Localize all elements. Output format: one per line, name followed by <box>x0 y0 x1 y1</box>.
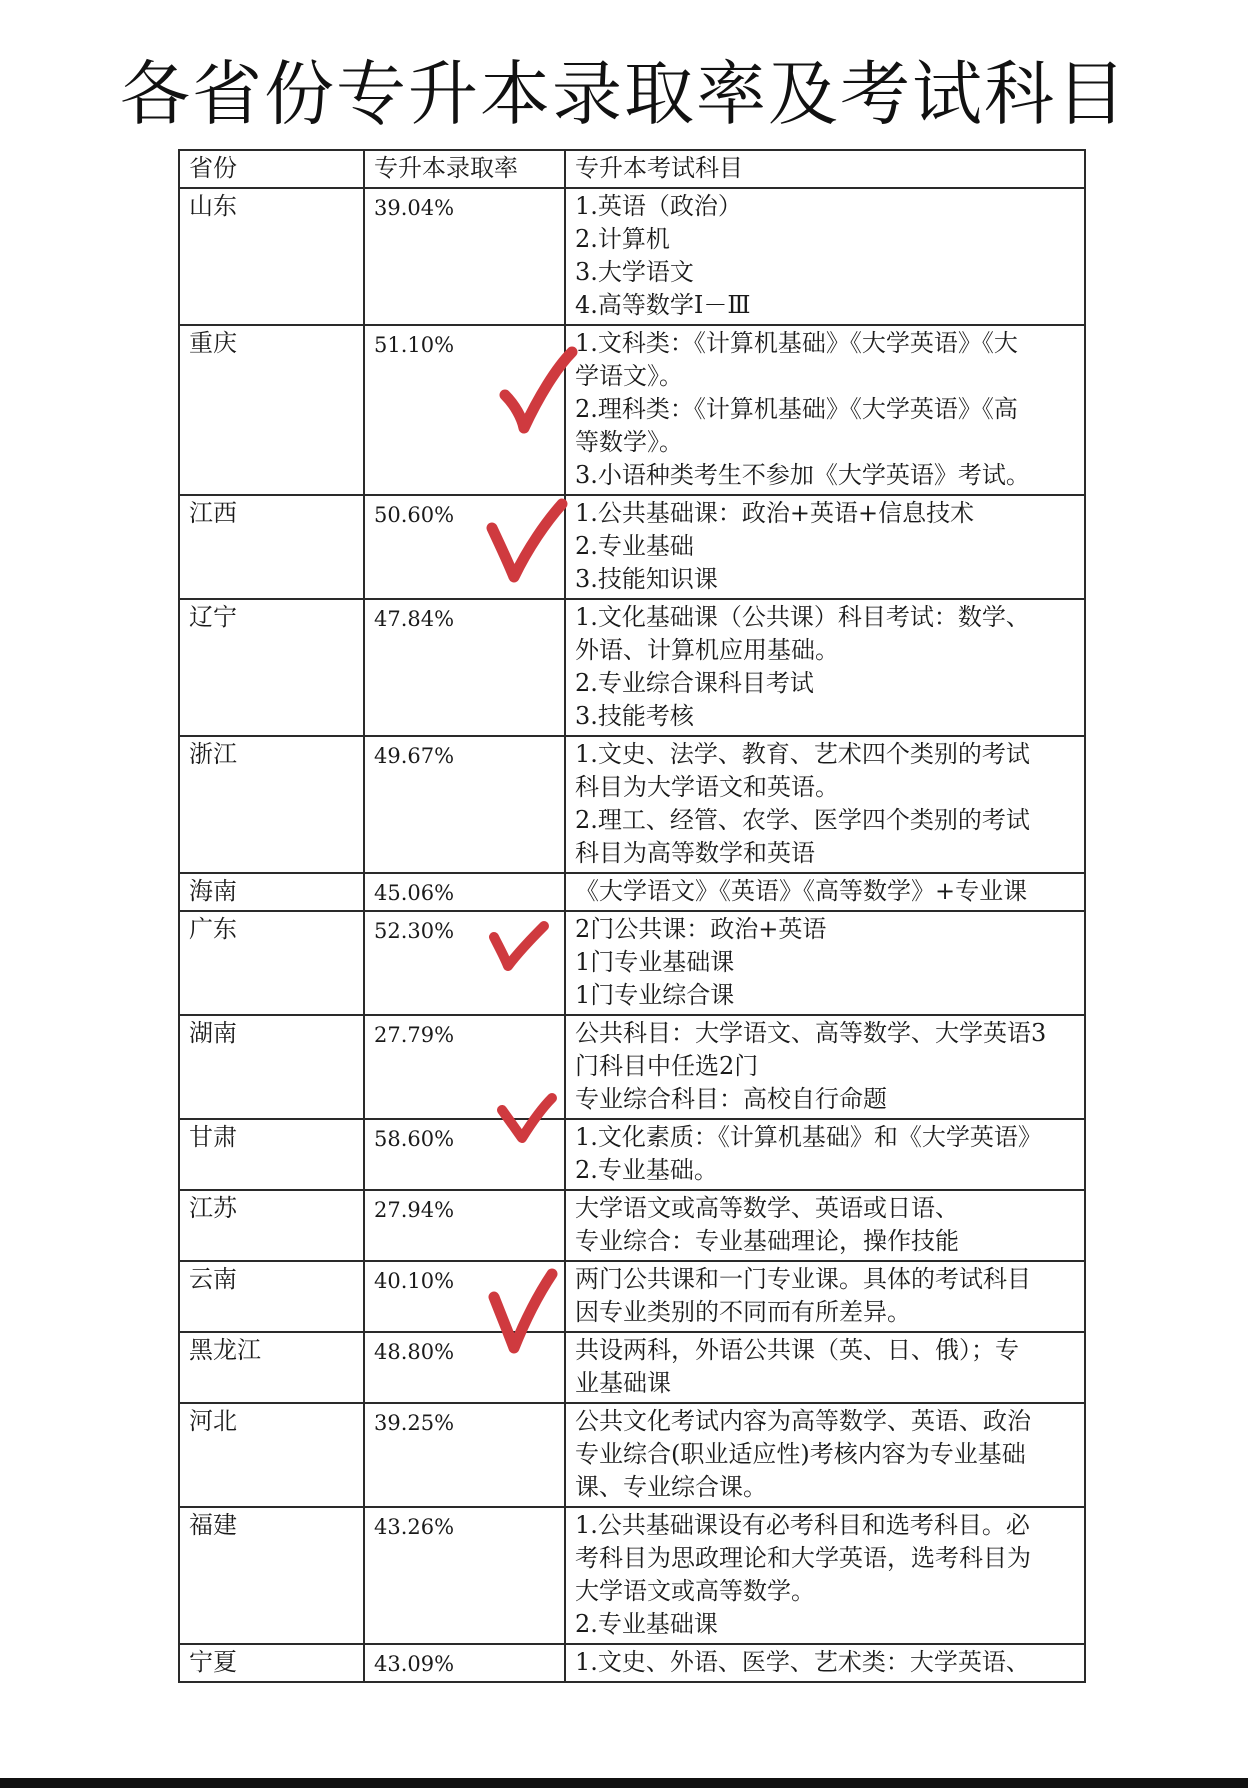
subject-line: 专业综合科目：高校自行命题 <box>575 1085 887 1113</box>
subject-line: 4.高等数学Ⅰ－Ⅲ <box>575 291 751 319</box>
subject-line: 2.理工、经管、农学、医学四个类别的考试 <box>575 806 1030 834</box>
subject-line: 1.公共基础课设有必考科目和选考科目。必 <box>575 1511 1030 1539</box>
province-cell: 浙江 <box>179 736 364 873</box>
subject-line: 1.文科类：《计算机基础》《大学英语》《大 <box>575 329 1018 357</box>
subject-line: 1.公共基础课：政治+英语+信息技术 <box>575 499 975 527</box>
table-header-row <box>179 150 1085 188</box>
header-rate: 专升本录取率 <box>364 150 565 188</box>
table-row <box>179 736 1085 873</box>
table-row <box>179 1119 1085 1190</box>
table-row <box>179 1015 1085 1119</box>
subject-line: 2.专业基础 <box>575 532 694 560</box>
subject-line: 1.文化基础课（公共课）科目考试：数学、 <box>575 603 1030 631</box>
table-body <box>179 188 1085 1682</box>
table-row <box>179 1190 1085 1261</box>
subjects-cell <box>565 1507 1085 1644</box>
subject-line: 2.专业基础。 <box>575 1156 718 1184</box>
table-row <box>179 325 1085 495</box>
subject-line: 外语、计算机应用基础。 <box>575 636 839 664</box>
rate-cell: 39.25% <box>364 1403 565 1507</box>
province-cell: 江西 <box>179 495 364 599</box>
province-cell: 海南 <box>179 873 364 911</box>
subjects-cell <box>565 1190 1085 1261</box>
subject-line: 专业综合：专业基础理论，操作技能 <box>575 1227 959 1255</box>
province-cell: 福建 <box>179 1507 364 1644</box>
rate-cell: 39.04% <box>364 188 565 325</box>
subject-line: 科目为大学语文和英语。 <box>575 773 839 801</box>
rate-cell: 40.10% <box>364 1261 565 1332</box>
subject-line: 考科目为思政理论和大学英语，选考科目为 <box>575 1544 1031 1572</box>
subject-line: 2.计算机 <box>575 225 670 253</box>
table-row <box>179 1403 1085 1507</box>
subjects-cell <box>565 325 1085 495</box>
subjects-cell <box>565 188 1085 325</box>
subject-line: 门科目中任选2门 <box>575 1052 759 1080</box>
subjects-cell <box>565 1015 1085 1119</box>
subject-line: 1.英语（政治） <box>575 192 742 220</box>
subject-line: 1.文史、外语、医学、艺术类：大学英语、 <box>575 1648 1030 1676</box>
table-row <box>179 599 1085 736</box>
subject-line: 3.技能知识课 <box>575 565 718 593</box>
province-cell: 甘肃 <box>179 1119 364 1190</box>
province-cell: 河北 <box>179 1403 364 1507</box>
rate-cell: 27.94% <box>364 1190 565 1261</box>
subject-line: 2门公共课：政治+英语 <box>575 915 827 943</box>
province-cell: 云南 <box>179 1261 364 1332</box>
subject-line: 大学语文或高等数学、英语或日语、 <box>575 1194 959 1222</box>
subjects-cell <box>565 1332 1085 1403</box>
province-cell: 山东 <box>179 188 364 325</box>
rate-cell: 45.06% <box>364 873 565 911</box>
rate-cell: 48.80% <box>364 1332 565 1403</box>
subject-line: 课、专业综合课。 <box>575 1473 767 1501</box>
subject-line: 2.专业基础课 <box>575 1610 718 1638</box>
province-cell: 广东 <box>179 911 364 1015</box>
province-cell: 湖南 <box>179 1015 364 1119</box>
subjects-cell <box>565 1119 1085 1190</box>
province-cell: 宁夏 <box>179 1644 364 1682</box>
subjects-cell <box>565 495 1085 599</box>
subjects-cell <box>565 736 1085 873</box>
subjects-cell <box>565 911 1085 1015</box>
table-row <box>179 911 1085 1015</box>
rate-cell: 52.30% <box>364 911 565 1015</box>
subject-line: 1.文化素质：《计算机基础》和《大学英语》 <box>575 1123 1042 1151</box>
subject-line: 1门专业综合课 <box>575 981 735 1009</box>
subject-line: 学语文》。 <box>575 362 683 390</box>
rate-cell: 51.10% <box>364 325 565 495</box>
subject-line: 专业综合(职业适应性)考核内容为专业基础 <box>575 1440 1026 1468</box>
admission-table <box>178 149 1086 1683</box>
table-row <box>179 188 1085 325</box>
subject-line: 3.大学语文 <box>575 258 694 286</box>
subject-line: 大学语文或高等数学。 <box>575 1577 815 1605</box>
table-row <box>179 873 1085 911</box>
table-row <box>179 1507 1085 1644</box>
subjects-cell <box>565 1403 1085 1507</box>
province-cell: 重庆 <box>179 325 364 495</box>
rate-cell: 43.26% <box>364 1507 565 1644</box>
subject-line: 因专业类别的不同而有所差异。 <box>575 1298 911 1326</box>
province-cell: 江苏 <box>179 1190 364 1261</box>
header-subjects: 专升本考试科目 <box>565 150 1085 188</box>
subject-line: 科目为高等数学和英语 <box>575 839 815 867</box>
header-province: 省份 <box>179 150 364 188</box>
subject-line: 1门专业基础课 <box>575 948 735 976</box>
subject-line: 《大学语文》《英语》《高等数学》+专业课 <box>575 877 1028 905</box>
subjects-cell <box>565 1644 1085 1682</box>
table-row <box>179 495 1085 599</box>
subject-line: 公共科目：大学语文、高等数学、大学英语3 <box>575 1019 1047 1047</box>
subject-line: 业基础课 <box>575 1369 671 1397</box>
subject-line: 共设两科，外语公共课（英、日、俄）；专 <box>575 1336 1019 1364</box>
rate-cell: 58.60% <box>364 1119 565 1190</box>
table-row <box>179 1261 1085 1332</box>
subject-line: 两门公共课和一门专业课。具体的考试科目 <box>575 1265 1031 1293</box>
rate-cell: 50.60% <box>364 495 565 599</box>
province-cell: 辽宁 <box>179 599 364 736</box>
subject-line: 等数学》。 <box>575 428 683 456</box>
subject-line: 2.理科类：《计算机基础》《大学英语》《高 <box>575 395 1018 423</box>
subjects-cell <box>565 599 1085 736</box>
page-title: 各省份专升本录取率及考试科目 <box>120 53 1128 135</box>
subject-line: 1.文史、法学、教育、艺术四个类别的考试 <box>575 740 1030 768</box>
province-cell: 黑龙江 <box>179 1332 364 1403</box>
rate-cell: 27.79% <box>364 1015 565 1119</box>
subject-line: 3.技能考核 <box>575 702 694 730</box>
subject-line: 公共文化考试内容为高等数学、英语、政治 <box>575 1407 1031 1435</box>
subject-line: 3.小语种类考生不参加《大学英语》考试。 <box>575 461 1030 489</box>
rate-cell: 47.84% <box>364 599 565 736</box>
admission-table-container <box>178 149 1084 1683</box>
rate-cell: 43.09% <box>364 1644 565 1682</box>
rate-cell: 49.67% <box>364 736 565 873</box>
subjects-cell <box>565 873 1085 911</box>
subjects-cell <box>565 1261 1085 1332</box>
subject-line: 2.专业综合课科目考试 <box>575 669 814 697</box>
bottom-edge-bar <box>0 1778 1248 1788</box>
table-row <box>179 1644 1085 1682</box>
table-row <box>179 1332 1085 1403</box>
